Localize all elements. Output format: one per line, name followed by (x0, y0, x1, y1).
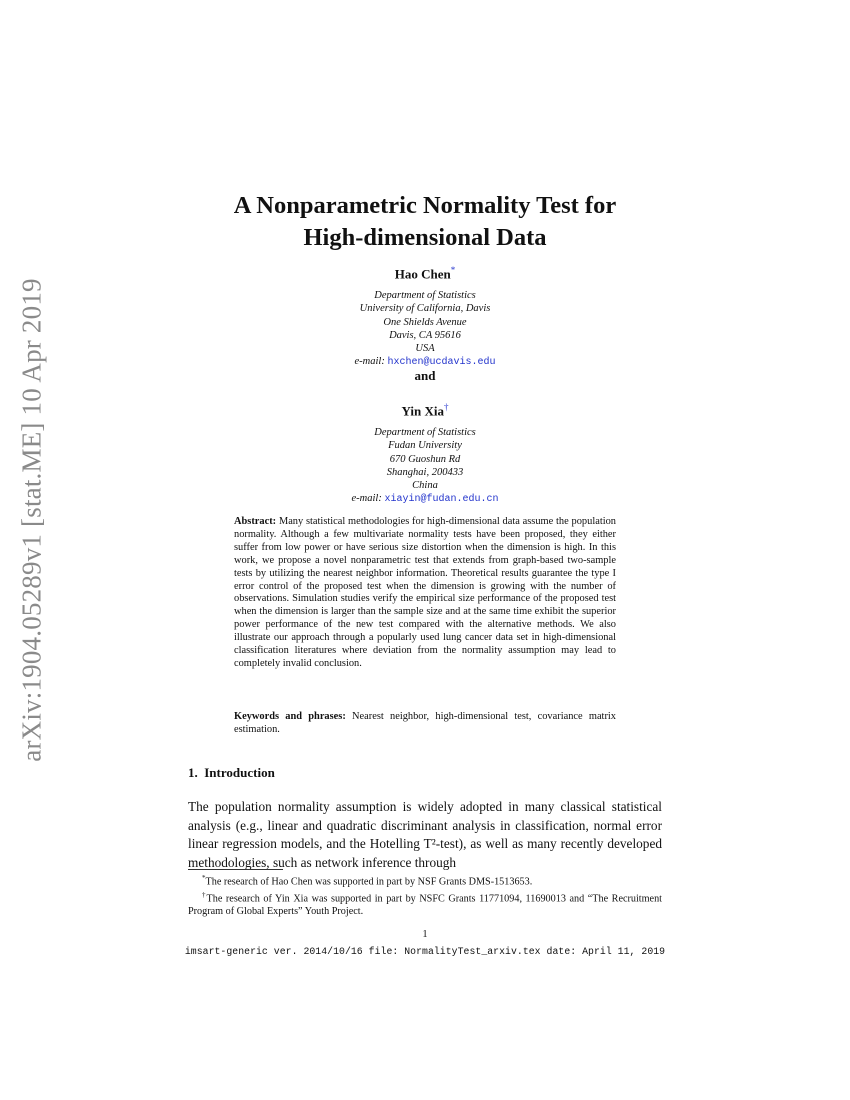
footnote-divider (188, 869, 283, 870)
email-link-2[interactable]: xiayin@fudan.edu.cn (384, 494, 499, 506)
email-label-1: e-mail: (354, 356, 385, 368)
author-name-2: Yin Xia† (401, 402, 449, 419)
page-footer: imsart-generic ver. 2014/10/16 file: NormalityTest_arxiv.tex date: April 11, 2019 (184, 946, 666, 957)
abstract (234, 516, 616, 671)
arxiv-side-stamp: arXiv:1904.05289v1 [stat.ME] 10 Apr 2019 (16, 278, 47, 762)
title-line-2: High-dimensional Data (303, 224, 547, 251)
footnote-1: *The research of Hao Chen was supported in part by NSF Grants DMS-1513653. (202, 874, 533, 888)
page-number: 1 (422, 929, 428, 940)
email-link-1[interactable]: hxchen@ucdavis.edu (387, 357, 496, 369)
author-separator: and (414, 368, 436, 383)
title-line-1: A Nonparametric Normality Test for (233, 192, 617, 219)
abstract-text: Many statistical methodologies for high-dimensional data assume the population normality. Although a few multivariate normality tests have been proposed, they either suffer from low power or have serious size distortion when the dimension is high. In this work, we propose a novel nonparametric test that extends from graph-based two-sample tests by utilizing the nearest neighbor information. Theoretical results guarantee the type I error control of the proposed test when the dimension is growing with the number of observations. Simulation studies verify the empirical size performance of the proposed test when the dimension is larger than the sample size and at the same time exhibit the superior power performance of the new test compared with the alternative methods. We also illustrate our approach through a popularly used lung cancer data set in high-dimensional classification literatures where deviation from the normality assumption may lead to completely invalid conclusion. (234, 516, 616, 669)
keywords (234, 711, 616, 737)
keywords-text: Nearest neighbor, high-dimensional test, covariance matrix estimation. (234, 711, 616, 735)
footnote-marker-2[interactable]: † (444, 402, 449, 412)
affiliation-2: Department of Statistics Fudan University 670 Guoshun Rd Shanghai, 200433 China e-mail: xiayin@fudan.edu.cn (351, 427, 499, 506)
footnote-marker-1[interactable]: * (450, 265, 456, 275)
email-label-2: e-mail: (351, 493, 382, 505)
section-heading-introduction: 1. Introduction (188, 765, 275, 780)
author-name-1: Hao Chen* (394, 265, 456, 282)
footnote-2: †The research of Yin Xia was supported in part by NSFC Grants 11771094, 11690013 and “The Recruitment Program of Global Experts” Youth Project. (188, 890, 663, 918)
abstract-label: Abstract: (234, 516, 277, 527)
keywords-label: Keywords and phrases: (234, 711, 346, 722)
affiliation-1: Department of Statistics University of California, Davis One Shields Avenue Davis, CA 95616 USA e-mail: hxchen@ucdavis.edu (354, 290, 496, 369)
paper-title (0, 190, 850, 254)
footnotes (188, 872, 662, 918)
intro-paragraph: The population normality assumption is widely adopted in many classical statistical analysis (e.g., linear and quadratic discriminant analysis in classification, normal error linear regression models, and the Hotelling T²-test), as well as many recently developed methodologies, such as network inference through (188, 799, 662, 870)
